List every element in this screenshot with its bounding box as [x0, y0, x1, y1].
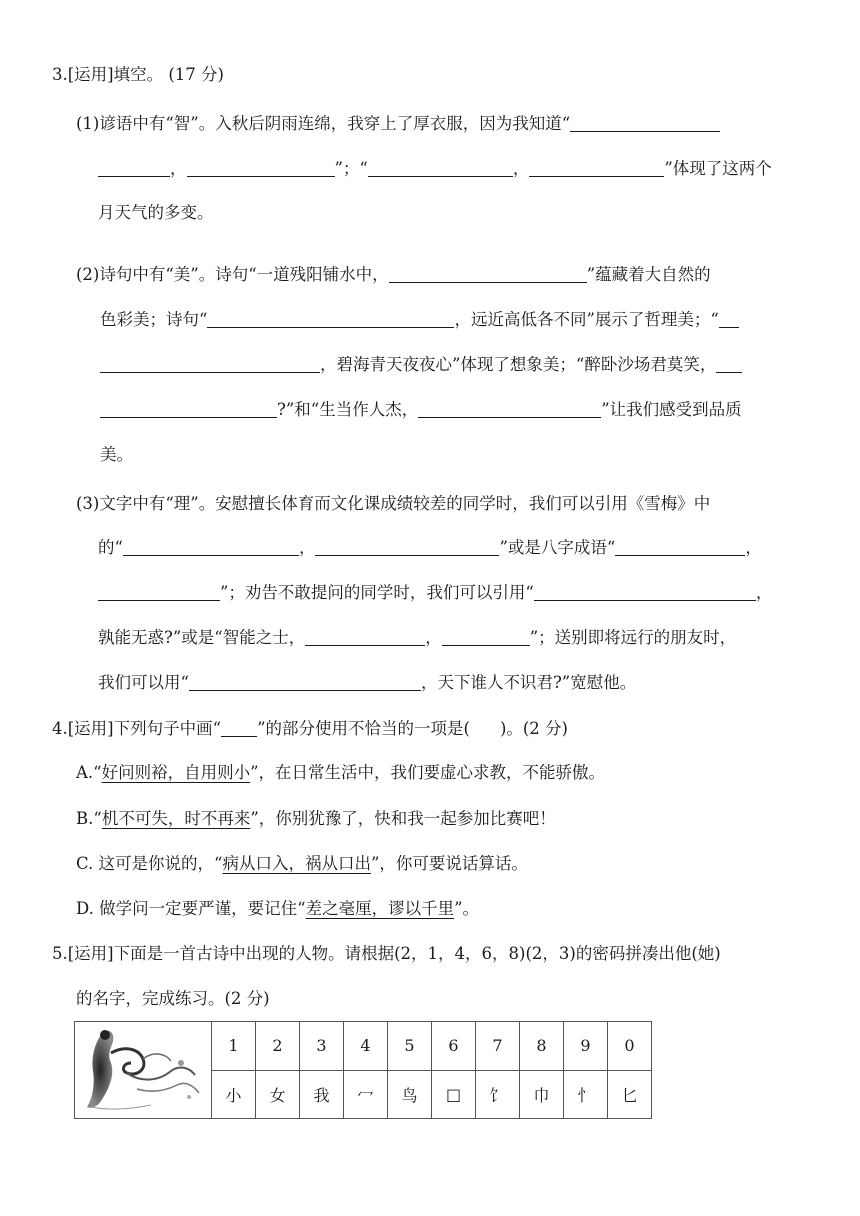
digit-cell: 6	[432, 1022, 476, 1071]
char-cell: 鸟	[388, 1070, 432, 1119]
answer-blank[interactable]	[189, 674, 421, 691]
char-cell: 小	[212, 1070, 256, 1119]
digit-cell: 1	[212, 1022, 256, 1071]
q4-option-a[interactable]: A.“好问则裕，自用则小”，在日常生活中，我们要虚心求教，不能骄傲。	[76, 763, 606, 782]
q3-p3-line2: 的“ ， ”或是八字成语“ ，	[98, 538, 762, 557]
char-cell: 忄	[564, 1070, 608, 1119]
q3-p1-text-a: (1)谚语中有“智”。入秋后阴雨连绵，我穿上了厚衣服，因为我知道“	[76, 114, 571, 133]
char-cell: 女	[256, 1070, 300, 1119]
answer-blank[interactable]	[716, 356, 742, 373]
char-cell: 我	[300, 1070, 344, 1119]
digit-cell: 2	[256, 1022, 300, 1071]
answer-blank[interactable]	[615, 539, 745, 556]
char-cell: 饣	[476, 1070, 520, 1119]
answer-blank[interactable]	[187, 160, 335, 177]
q5-line1: 5.[运用]下面是一首古诗中出现的人物。请根据(2，1，4，6，8)(2，3)的密码拼凑出他(她)	[52, 944, 721, 963]
answer-blank[interactable]	[315, 539, 499, 556]
char-cell: □	[432, 1070, 476, 1119]
q3-p3-line3: ”；劝告不敢提问的同学时，我们可以引用“ ，	[98, 582, 772, 604]
q3-p1-line3: 月天气的多变。	[98, 203, 214, 222]
ink-figure-icon	[81, 1023, 205, 1113]
q3-p2-line5: 美。	[100, 445, 133, 464]
q4-option-d[interactable]: D. 做学问一定要严谨，要记住“差之毫厘，谬以千里”。	[76, 899, 480, 918]
digit-cell: 8	[520, 1022, 564, 1071]
answer-blank[interactable]	[98, 160, 170, 177]
answer-blank[interactable]	[123, 539, 299, 556]
char-cell: 巾	[520, 1070, 564, 1119]
q5-line2: 的名字，完成练习。(2 分)	[76, 989, 270, 1008]
answer-blank[interactable]	[207, 311, 454, 328]
q4-header: 4.[运用]下列句子中画“ ”的部分使用不恰当的一项是( )。(2 分)	[52, 719, 568, 738]
answer-blank[interactable]	[305, 629, 425, 646]
digit-cell: 4	[344, 1022, 388, 1071]
q3-p1-line1	[76, 113, 720, 135]
answer-blank[interactable]	[100, 401, 277, 418]
q4-option-b[interactable]: B.“机不可失，时不再来”，你别犹豫了，快和我一起参加比赛吧！	[76, 809, 556, 828]
underline-sample	[221, 720, 257, 737]
digit-cell: 3	[300, 1022, 344, 1071]
q3-p1-line2: ， ”；“ ， ”体现了这两个	[98, 158, 772, 180]
q3-header: 3.[运用]填空。 (17 分)	[52, 65, 224, 84]
answer-blank[interactable]	[442, 629, 530, 646]
digit-cell: 5	[388, 1022, 432, 1071]
q3-p2-line1: (2)诗句中有“美”。诗句“一道残阳铺水中， ”蕴藏着大自然的	[76, 265, 711, 284]
code-table	[74, 1021, 652, 1119]
answer-blank[interactable]	[534, 584, 756, 601]
answer-blank[interactable]	[719, 311, 739, 328]
digit-cell: 9	[564, 1022, 608, 1071]
q3-p3-line1: (3)文字中有“理”。安慰擅长体育而文化课成绩较差的同学时，我们可以引用《雪梅》中	[76, 494, 711, 513]
answer-blank[interactable]	[418, 401, 601, 418]
answer-blank[interactable]	[98, 584, 220, 601]
answer-blank[interactable]	[529, 160, 664, 177]
char-cell: 冖	[344, 1070, 388, 1119]
q3-p2-line4: ?”和“生当作人杰， ”让我们感受到品质	[100, 399, 742, 421]
q4-option-c[interactable]: C. 这可是你说的，“病从口入，祸从口出”，你可要说话算话。	[76, 854, 528, 873]
answer-blank[interactable]	[389, 266, 587, 283]
answer-blank[interactable]	[570, 115, 720, 132]
q3-p2-line3: ，碧海青天夜夜心”体现了想象美；“醉卧沙场君莫笑，	[100, 354, 742, 376]
poem-figure-image	[75, 1022, 212, 1119]
digit-cell: 0	[608, 1022, 652, 1071]
answer-blank[interactable]	[368, 160, 513, 177]
q3-p3-line5: 我们可以用“ ，天下谁人不识君?”宽慰他。	[98, 673, 637, 692]
q3-p2-line2: 色彩美；诗句“ ，远近高低各不同”展示了哲理美；“	[100, 309, 739, 331]
char-cell: 匕	[608, 1070, 652, 1119]
digit-cell: 7	[476, 1022, 520, 1071]
q3-p3-line4: 孰能无惑?”或是“智能之士， ， ”；送别即将远行的朋友时，	[98, 628, 737, 647]
answer-blank[interactable]	[100, 356, 320, 373]
